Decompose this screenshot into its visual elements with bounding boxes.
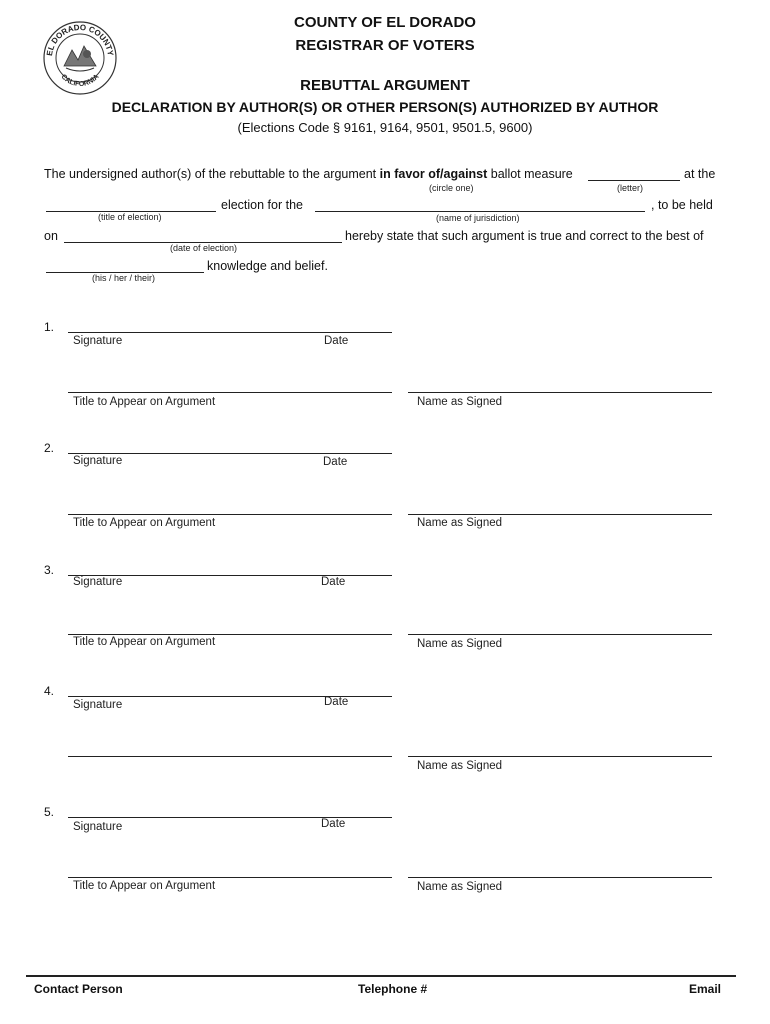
name-label: Name as Signed bbox=[417, 881, 503, 893]
date-label: Date bbox=[321, 576, 346, 588]
declaration-line-1 bbox=[44, 167, 573, 181]
office-name: REGISTRAR OF VOTERS bbox=[295, 37, 475, 54]
date-of-election-label: (date of election) bbox=[170, 243, 238, 253]
name-field[interactable] bbox=[408, 877, 712, 878]
declaration-text-3-on: on bbox=[44, 229, 58, 243]
title-field[interactable] bbox=[68, 392, 392, 393]
jurisdiction-field[interactable] bbox=[315, 211, 645, 212]
declaration-text-3-end: hereby state that such argument is true and correct to the best of bbox=[345, 229, 704, 243]
telephone-label: Telephone # bbox=[358, 982, 428, 996]
form-subtitle: DECLARATION BY AUTHOR(S) OR OTHER PERSON(S) AUTHORIZED BY AUTHOR bbox=[111, 99, 659, 115]
favor-against-text: in favor of/against bbox=[379, 167, 488, 181]
title-label: Title to Appear on Argument bbox=[73, 517, 216, 529]
signature-label: Signature bbox=[73, 699, 123, 711]
signer-number: 4. bbox=[44, 684, 55, 698]
letter-label: (letter) bbox=[617, 183, 644, 193]
name-field[interactable] bbox=[408, 756, 712, 757]
circle-one-label: (circle one) bbox=[429, 183, 474, 193]
footer-divider bbox=[26, 975, 736, 977]
title-field[interactable] bbox=[68, 514, 392, 515]
name-label: Name as Signed bbox=[417, 517, 503, 529]
signature-label: Signature bbox=[73, 576, 123, 588]
declaration-text-1b: ballot measure bbox=[487, 167, 573, 181]
date-label: Date bbox=[321, 818, 346, 830]
elections-code: (Elections Code § 9161, 9164, 9501, 9501.5, 9600) bbox=[237, 120, 533, 135]
seal-top-text: EL DORADO COUNTY bbox=[45, 22, 115, 57]
title-field[interactable] bbox=[68, 877, 392, 878]
name-field[interactable] bbox=[408, 634, 712, 635]
title-label: Title to Appear on Argument bbox=[73, 396, 216, 408]
signature-label: Signature bbox=[73, 455, 123, 467]
date-label: Date bbox=[323, 456, 348, 468]
jurisdiction-label: (name of jurisdiction) bbox=[436, 213, 520, 223]
name-label: Name as Signed bbox=[417, 760, 503, 772]
signature-field[interactable] bbox=[68, 332, 392, 333]
measure-letter-field[interactable] bbox=[588, 180, 680, 181]
name-field[interactable] bbox=[408, 392, 712, 393]
signer-number: 1. bbox=[44, 320, 55, 334]
name-label: Name as Signed bbox=[417, 396, 503, 408]
name-label: Name as Signed bbox=[417, 638, 503, 650]
declaration-text-2-end: , to be held bbox=[651, 198, 713, 212]
signature-field[interactable] bbox=[68, 453, 392, 454]
contact-person-label: Contact Person bbox=[34, 982, 123, 996]
declaration-text-4-end: knowledge and belief. bbox=[207, 259, 328, 273]
signer-number: 2. bbox=[44, 441, 55, 455]
title-field[interactable] bbox=[68, 756, 392, 757]
declaration-text-1a: The undersigned author(s) of the rebuttable to the argument bbox=[44, 167, 380, 181]
his-her-their-label: (his / her / their) bbox=[92, 273, 156, 283]
declaration-text-1-end: at the bbox=[684, 167, 716, 181]
signature-label: Signature bbox=[73, 821, 123, 833]
form-title: REBUTTAL ARGUMENT bbox=[300, 77, 470, 94]
signature-label: Signature bbox=[73, 335, 123, 347]
county-name: COUNTY OF EL DORADO bbox=[294, 14, 476, 31]
seal-bottom-text: CALIFORNIA bbox=[59, 73, 101, 89]
title-of-election-label: (title of election) bbox=[98, 212, 162, 222]
title-label: Title to Appear on Argument bbox=[73, 636, 216, 648]
declaration-text-2-mid: election for the bbox=[221, 198, 303, 212]
date-label: Date bbox=[324, 696, 349, 708]
date-label: Date bbox=[324, 335, 349, 347]
title-field[interactable] bbox=[68, 634, 392, 635]
name-field[interactable] bbox=[408, 514, 712, 515]
title-label: Title to Appear on Argument bbox=[73, 880, 216, 892]
signer-number: 5. bbox=[44, 805, 55, 819]
email-label: Email bbox=[689, 982, 722, 996]
signer-number: 3. bbox=[44, 563, 55, 577]
